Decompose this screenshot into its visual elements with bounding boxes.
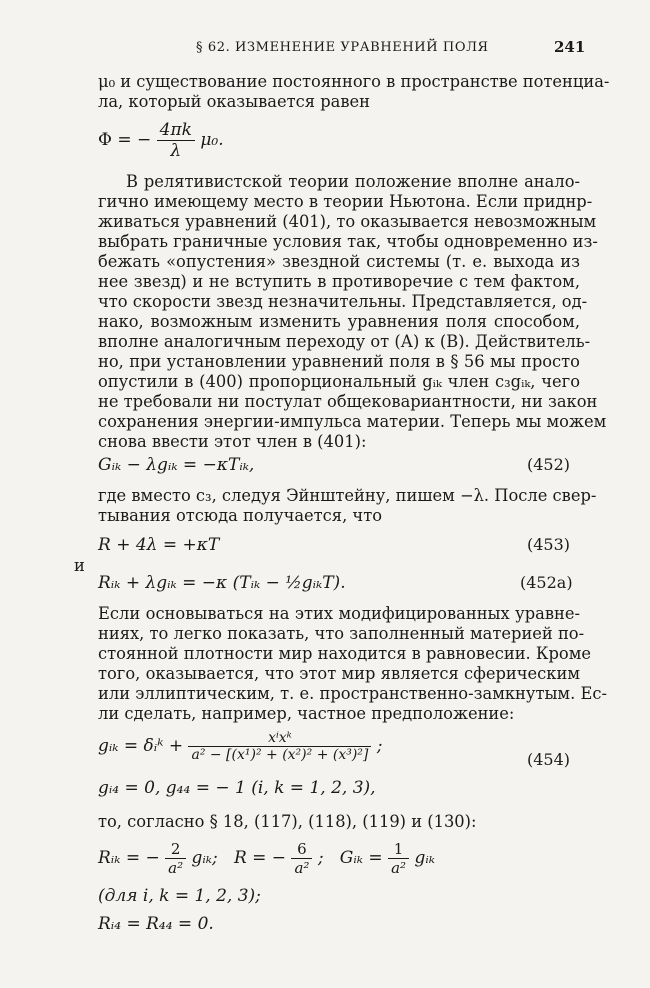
text-line: ла, который оказывается равен	[98, 92, 370, 111]
text-line: или эллиптическим, т. е. пространственно-замкнутым. Ес-	[98, 684, 607, 703]
equation-number-452: (452)	[527, 455, 571, 474]
text-line: стоянной плотности мир находится в равновесии. Кроме	[98, 644, 592, 663]
g-fraction: $\frac{1}{\text{a²}}$	[388, 840, 409, 877]
curvature-formulas: Rᵢₖ = − $\frac{2}{\text{a²}}$ gᵢₖ; R = − $\frac{6}{\text{a²}}$ ; Gᵢₖ = $\frac{1}{\text{a²}}$ gᵢₖ	[98, 840, 435, 877]
text-line: ли сделать, например, частное предположение:	[98, 704, 515, 723]
equation-452a: Rᵢₖ + λgᵢₖ = −κ (Tᵢₖ − ½gᵢₖT).	[98, 573, 346, 593]
then-line	[98, 812, 580, 832]
paragraph-1	[98, 172, 607, 452]
equation-454-second-line: gᵢ₄ = 0, g₄₄ = − 1 (i, k = 1, 2, 3),	[98, 778, 376, 798]
text-line: снова ввести этот член в (401):	[98, 432, 367, 451]
text-line: живаться уравнений (401), то оказывается невозможным	[98, 212, 597, 231]
equation-454: gᵢₖ = δᵢᵏ + $\frac{\text{xⁱxᵏ}}{\text{a² − [(x¹)² + (x²)² + (x³)²]}}$ ;	[98, 730, 383, 763]
middle-paragraph	[98, 486, 597, 526]
r-ik-fraction: $\frac{2}{\text{a²}}$	[165, 840, 186, 877]
equation-452: Gᵢₖ − λgᵢₖ = −κTᵢₖ,	[98, 455, 255, 475]
equation-453: R + 4λ = +κT	[98, 535, 220, 555]
text-line: вполне аналогичным переходу от (А) к (В). Действитель-	[98, 332, 591, 351]
metric-fraction: $\frac{\text{xⁱxᵏ}}{\text{a² − [(x¹)² + (x²)² + (x³)²]}}$	[188, 730, 371, 763]
equation-number-454: (454)	[527, 750, 571, 769]
text-line: гично имеющему место в теории Ньютона. Если приднр-	[98, 192, 593, 211]
text-line: сохранения энергии-импульса материи. Теперь мы можем	[98, 412, 607, 431]
text-line: опустили в (400) пропорциональный gᵢₖ член c₃gᵢₖ, чего	[98, 372, 580, 391]
paragraph-2	[98, 604, 607, 724]
text-line: бежать «опустения» звездной системы (т. е. выхода из	[98, 252, 580, 271]
running-header: § 62. ИЗМЕНЕНИЕ УРАВНЕНИЙ ПОЛЯ	[196, 40, 489, 55]
text-line: нако, возможным изменить уравнения поля способом,	[98, 312, 580, 331]
conjunction-and: и	[74, 556, 85, 575]
text-line: Если основываться на этих модифицированных уравне-	[98, 604, 580, 623]
text-line: того, оказывается, что этот мир является сферическим	[98, 664, 580, 683]
text-line: но, при установлении уравнений поля в § 56 мы просто	[98, 352, 580, 371]
text-line: ниях, то легко показать, что заполненный материей по-	[98, 624, 585, 643]
equation-number-452a: (452a)	[520, 573, 573, 592]
phi-fraction: $\frac{4\pi k}{\lambda}$	[157, 120, 195, 161]
page-number: 241	[554, 38, 586, 56]
text-line: что скорости звезд незначительны. Представляется, од-	[98, 292, 588, 311]
text-line: μ₀ и существование постоянного в пространстве потенциа-	[98, 72, 610, 91]
text-line: нее звезд) и не вступить в противоречие с тем фактом,	[98, 272, 580, 291]
final-equation: Rᵢ₄ = R₄₄ = 0.	[98, 914, 214, 934]
text-line: то, согласно § 18, (117), (118), (119) и (130):	[98, 812, 477, 831]
text-line: выбрать граничные условия так, чтобы одновременно из-	[98, 232, 598, 251]
text-line: тывания отсюда получается, что	[98, 506, 382, 525]
index-range-line: (для i, k = 1, 2, 3);	[98, 886, 261, 906]
intro-paragraph	[98, 72, 610, 112]
text-line: В релятивистской теории положение вполне анало-	[126, 172, 580, 191]
text-line: где вместо c₃, следуя Эйнштейну, пишем −λ. После свер-	[98, 486, 597, 505]
text-line: не требовали ни постулат общековариантности, ни закон	[98, 392, 598, 411]
equation-number-453: (453)	[527, 535, 571, 554]
phi-formula: Φ = − $\frac{4\pi k}{\lambda}$ μ₀.	[98, 120, 224, 161]
r-fraction: $\frac{6}{\text{a²}}$	[291, 840, 312, 877]
